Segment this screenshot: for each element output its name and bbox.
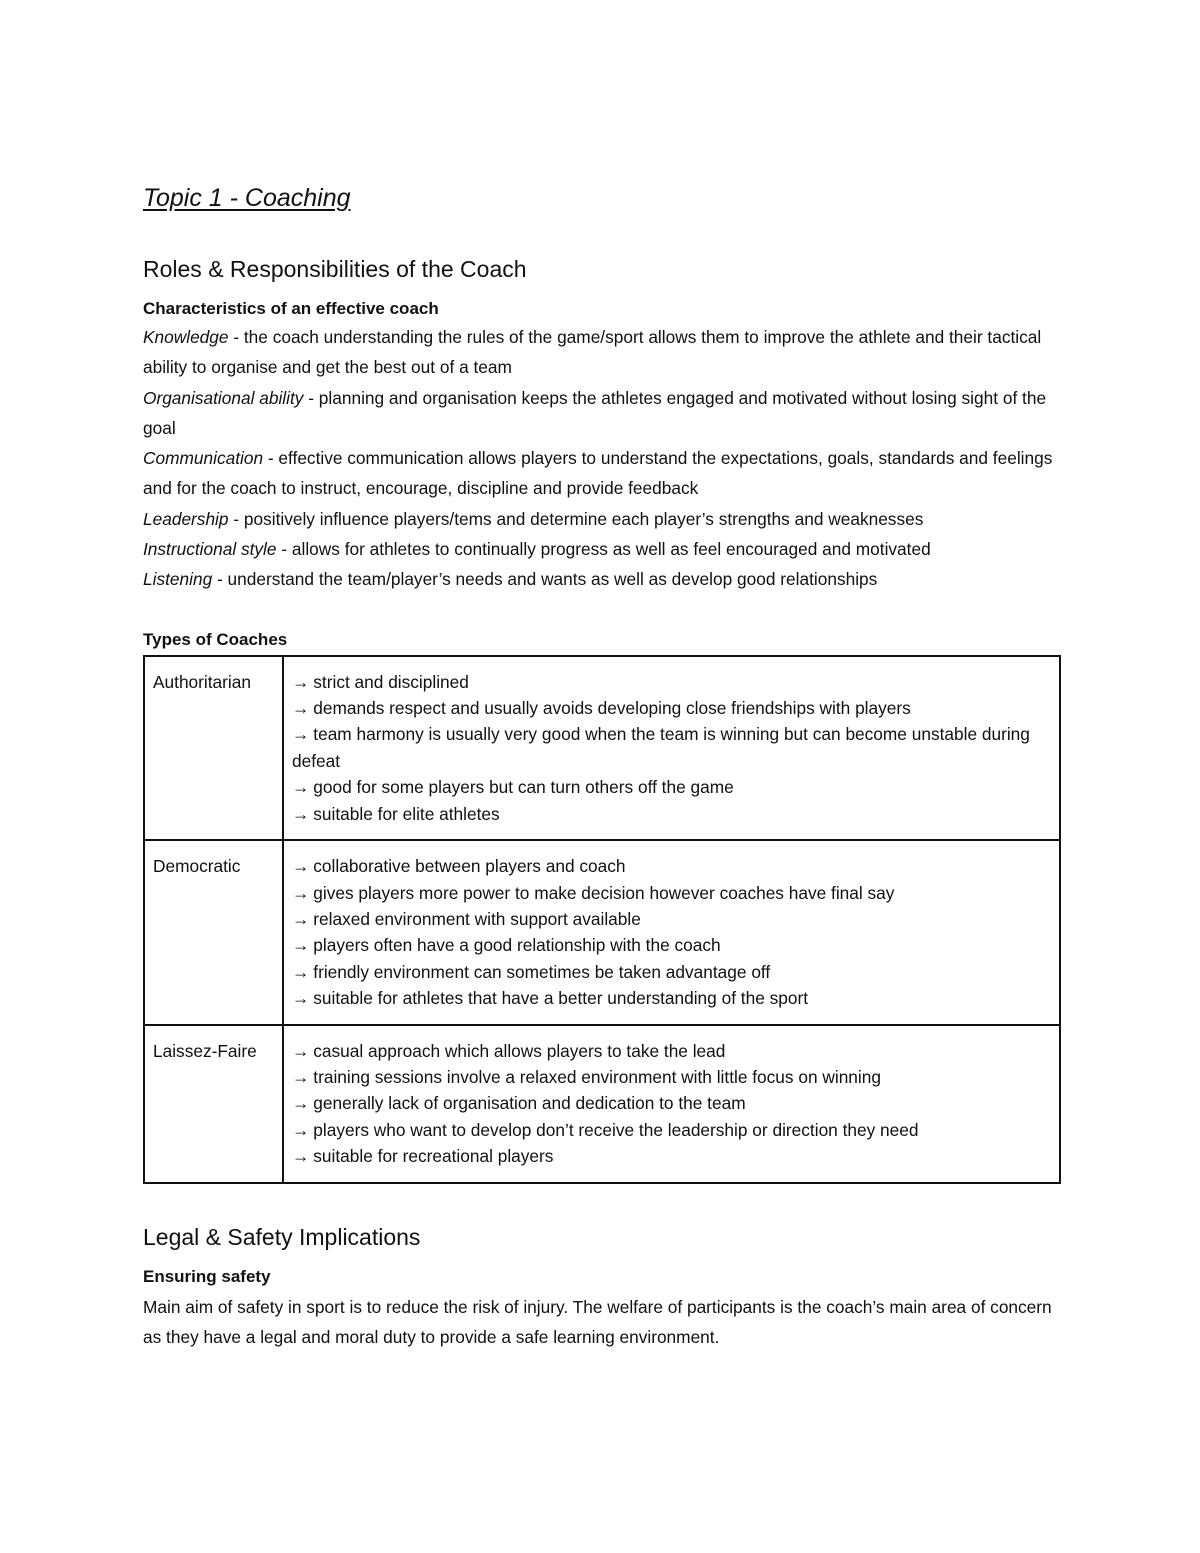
characteristic-text: - positively influence players/tems and determine each player’s strengths and weaknesses — [228, 508, 924, 529]
characteristic-term: Leadership — [143, 508, 229, 529]
table-row — [144, 1025, 1060, 1183]
coach-type-description — [283, 840, 1060, 1024]
coach-type-point-text: gives players more power to make decision however coaches have final say — [313, 882, 895, 903]
table-row — [144, 656, 1060, 840]
coach-type-point-text: strict and disciplined — [313, 671, 469, 692]
table-row — [144, 840, 1060, 1024]
arrow-icon: → — [292, 777, 310, 798]
characteristic-item — [143, 504, 1063, 534]
characteristic-text: - planning and organisation keeps the athletes engaged and motivated without losing sight of the goal — [143, 387, 1047, 438]
coach-type-point — [292, 774, 1051, 800]
arrow-icon: → — [292, 1093, 310, 1114]
coach-type-name: Democratic — [144, 840, 283, 1024]
characteristic-text: - the coach understanding the rules of the game/sport allows them to improve the athlete and their tactical ability to organise and get the best out of a team — [143, 327, 1042, 378]
arrow-icon: → — [292, 961, 310, 982]
coach-type-point — [292, 959, 1051, 985]
characteristic-item — [143, 443, 1063, 504]
coach-type-point — [292, 880, 1051, 906]
legal-heading: Legal & Safety Implications — [143, 1223, 421, 1250]
coach-type-point — [292, 906, 1051, 932]
arrow-icon: → — [292, 1066, 310, 1087]
coach-type-point-text: relaxed environment with support available — [313, 908, 641, 929]
characteristic-term: Instructional style — [143, 539, 277, 560]
coach-type-point-text: casual approach which allows players to take the lead — [313, 1040, 726, 1061]
coach-type-point-text: friendly environment can sometimes be taken advantage off — [313, 961, 771, 982]
coach-type-name: Laissez-Faire — [144, 1025, 283, 1183]
characteristic-term: Communication — [143, 448, 264, 469]
coach-type-point-text: collaborative between players and coach — [313, 856, 626, 877]
coach-type-point-text: generally lack of organisation and dedication to the team — [313, 1093, 746, 1114]
types-heading: Types of Coaches — [143, 629, 288, 649]
coach-type-point — [292, 669, 1051, 695]
coach-type-point-text: players often have a good relationship with the coach — [313, 935, 721, 956]
coach-type-point-text: demands respect and usually avoids developing close friendships with players — [313, 698, 911, 719]
coach-type-point-text: players who want to develop don’t receive the leadership or direction they need — [313, 1119, 919, 1140]
coach-type-point — [292, 695, 1051, 721]
coach-type-point-text: good for some players but can turn others off the game — [313, 777, 734, 798]
arrow-icon: → — [292, 1040, 310, 1061]
arrow-icon: → — [292, 882, 310, 903]
characteristic-term: Organisational ability — [143, 387, 304, 408]
coach-type-description — [283, 1025, 1060, 1183]
coach-type-point-text: team harmony is usually very good when the team is winning but can become unstable during defeat — [292, 724, 1030, 771]
ensuring-safety-heading: Ensuring safety — [143, 1266, 271, 1286]
arrow-icon: → — [292, 671, 310, 692]
characteristic-item — [143, 534, 1063, 564]
coach-type-point — [292, 1117, 1051, 1143]
arrow-icon: → — [292, 988, 310, 1009]
ensuring-safety-paragraph: Main aim of safety in sport is to reduce the risk of injury. The welfare of participants is the coach’s main area of concern as they have a legal and moral duty to provide a safe learning environment. — [143, 1296, 1052, 1347]
arrow-icon: → — [292, 908, 310, 929]
characteristic-text: - effective communication allows players to understand the expectations, goals, standards and feelings and for the coach to instruct, encourage, discipline and provide feedback — [143, 448, 1053, 499]
coach-types-table — [143, 655, 1061, 1184]
coach-type-point — [292, 985, 1051, 1011]
characteristic-term: Listening — [143, 569, 213, 590]
characteristics-heading: Characteristics of an effective coach — [143, 299, 439, 318]
coach-type-description — [283, 656, 1060, 840]
characteristics-list — [143, 322, 1063, 595]
roles-heading: Roles & Responsibilities of the Coach — [143, 256, 527, 282]
document-page — [143, 180, 1063, 1352]
coach-type-point — [292, 1090, 1051, 1116]
characteristic-text: - allows for athletes to continually progress as well as feel encouraged and motivated — [276, 539, 931, 560]
arrow-icon: → — [292, 1119, 310, 1140]
characteristic-item — [143, 322, 1063, 383]
coach-type-point-text: suitable for athletes that have a better understanding of the sport — [313, 988, 809, 1009]
coach-type-point — [292, 1038, 1051, 1064]
characteristic-term: Knowledge — [143, 327, 229, 347]
coach-type-point-text: suitable for elite athletes — [313, 803, 500, 824]
topic-title: Topic 1 - Coaching — [143, 184, 351, 212]
coach-type-point — [292, 853, 1051, 879]
coach-type-point-text: suitable for recreational players — [313, 1146, 554, 1167]
arrow-icon: → — [292, 1146, 310, 1167]
coach-type-point-text: training sessions involve a relaxed environment with little focus on winning — [313, 1066, 881, 1087]
arrow-icon: → — [292, 698, 310, 719]
arrow-icon: → — [292, 724, 310, 745]
arrow-icon: → — [292, 803, 310, 824]
coach-type-point — [292, 721, 1051, 774]
arrow-icon: → — [292, 935, 310, 956]
characteristic-item — [143, 564, 1063, 594]
arrow-icon: → — [292, 856, 310, 877]
coach-type-point — [292, 1143, 1051, 1169]
characteristic-item — [143, 383, 1063, 444]
coach-type-point — [292, 932, 1051, 958]
coach-type-point — [292, 801, 1051, 827]
coach-type-name: Authoritarian — [144, 656, 283, 840]
coach-type-point — [292, 1064, 1051, 1090]
characteristic-text: - understand the team/player’s needs and wants as well as develop good relationships — [212, 569, 878, 590]
